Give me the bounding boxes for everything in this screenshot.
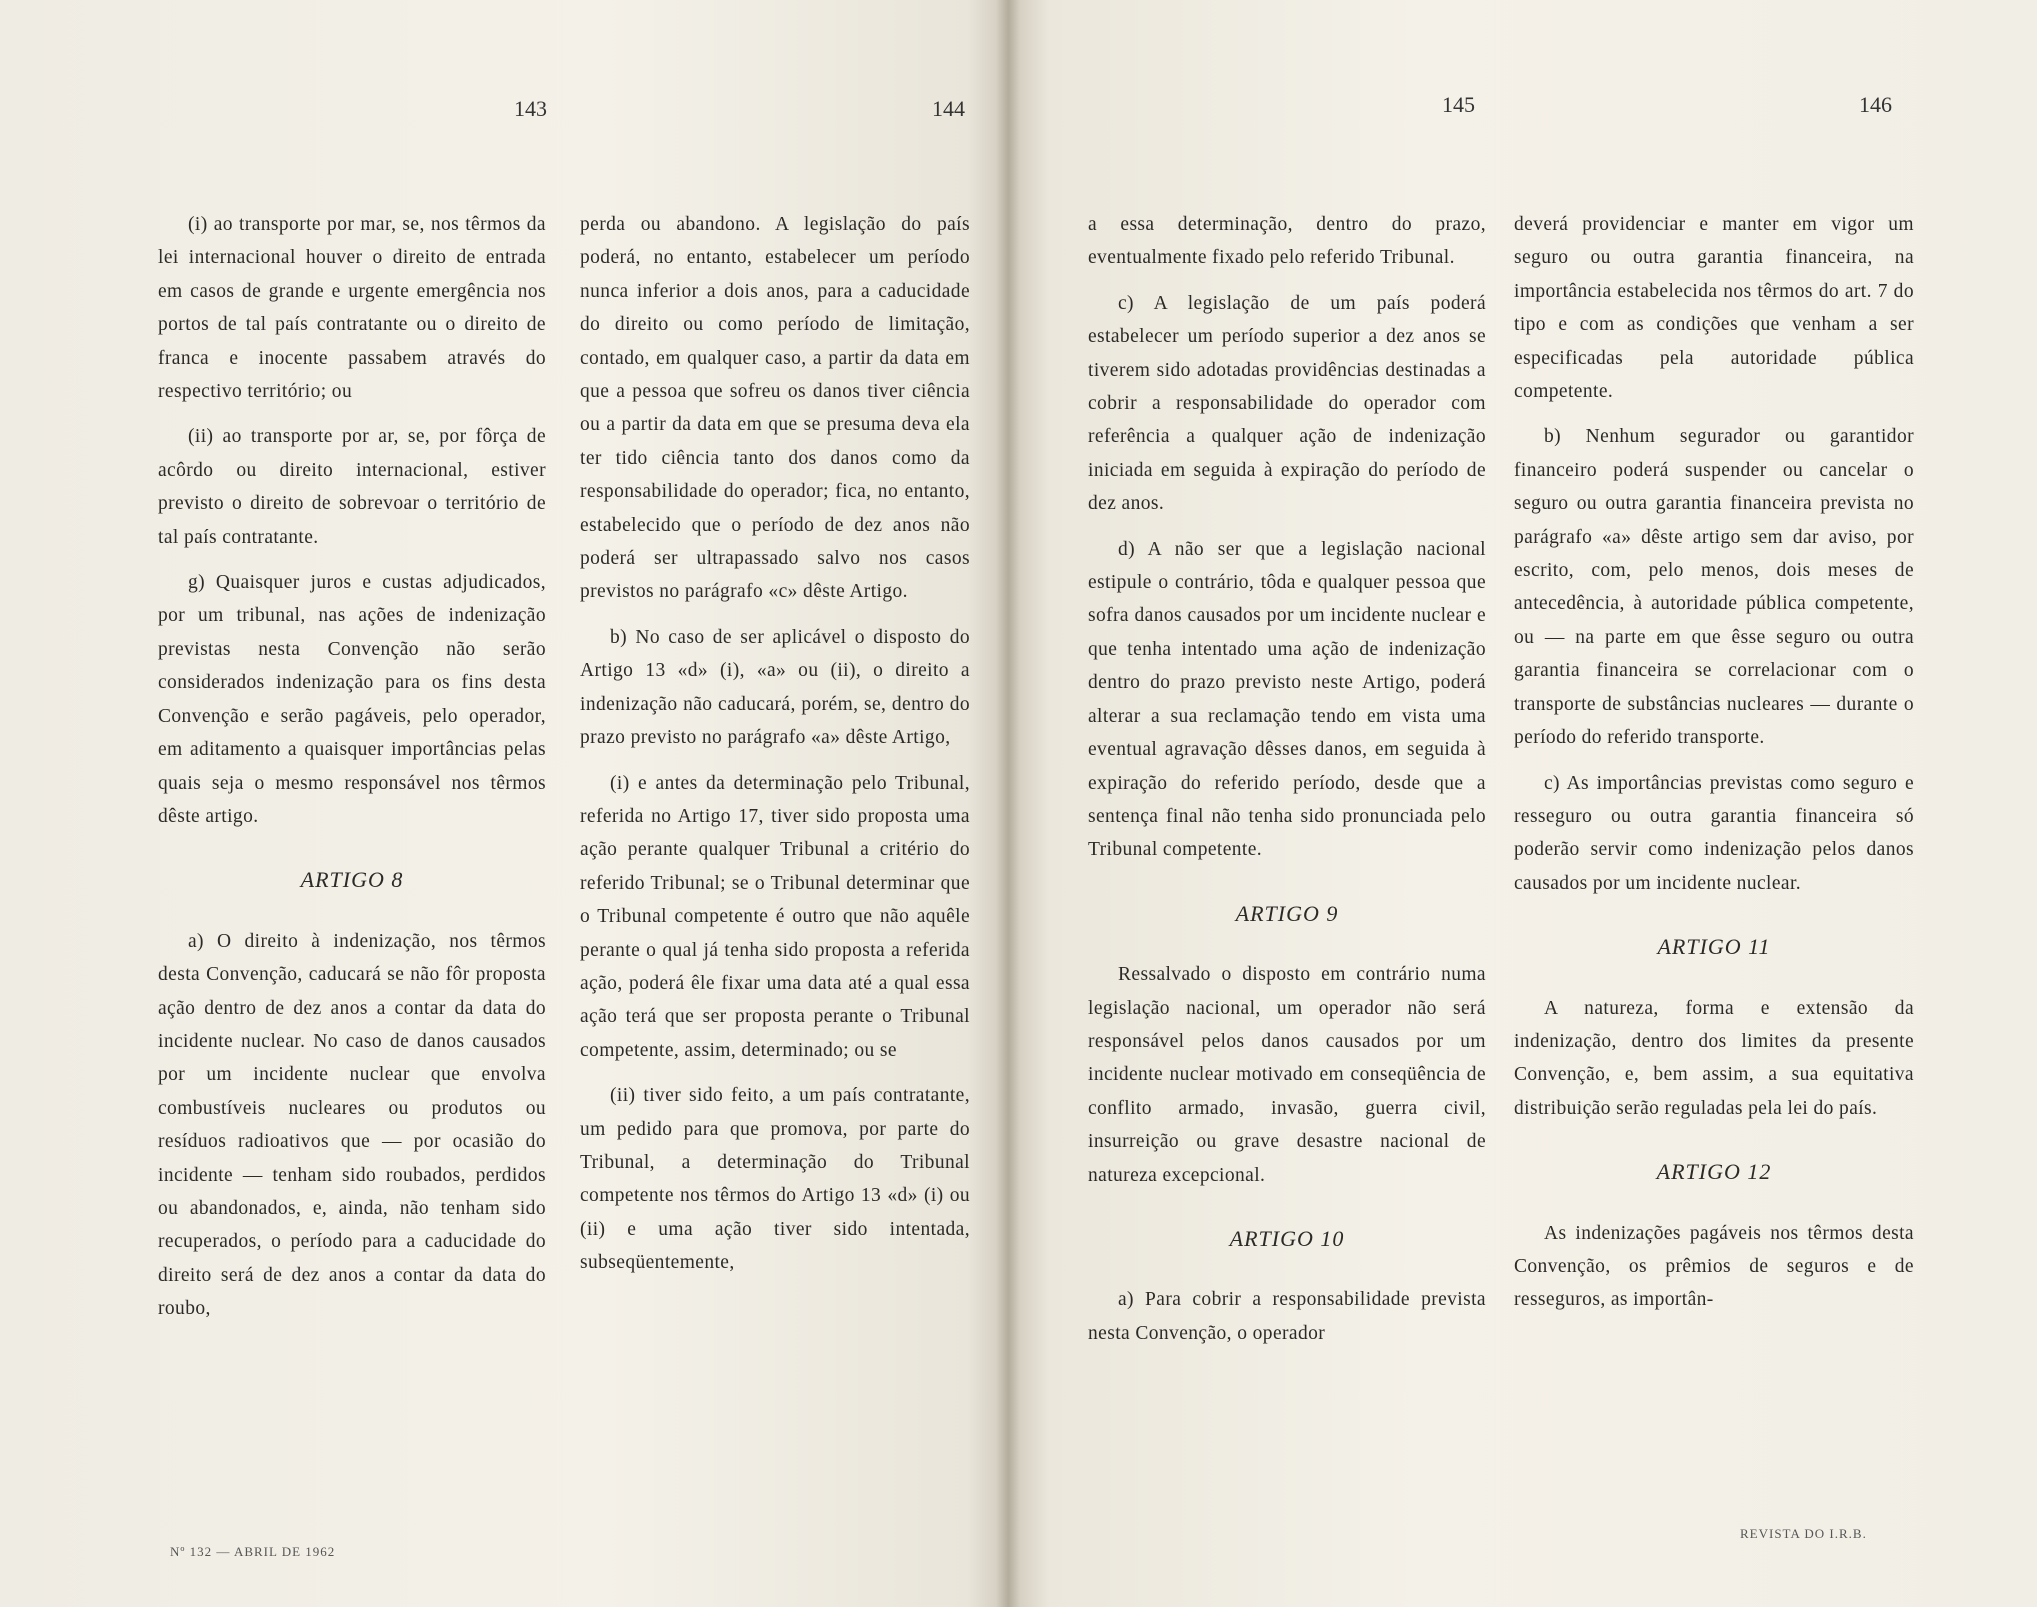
paragraph: a) O direito à indenização, nos têrmos desta Convenção, caducará se não fôr proposta ação dentro de dez anos a contar da data do incidente nuclear. No caso de danos causados por um incidente nuclear que envolva combustíveis nucleares ou produtos ou resíduos radioativos que — por ocasião do incidente — tenham sido roubados, perdidos ou abandonados, e, ainda, não tenham sido recuperados, o período para a caducidade do direito será de dez anos a contar da data do roubo, <box>158 930 546 1320</box>
page-number-146: 146 <box>1859 92 1892 117</box>
article-heading: ARTIGO 8 <box>300 867 404 893</box>
column-page-144 <box>580 208 970 1292</box>
column-page-143 <box>158 208 546 1338</box>
footer-journal: REVISTA DO I.R.B. <box>1740 1526 1867 1541</box>
article-heading: ARTIGO 10 <box>1229 1225 1345 1251</box>
paragraph: d) A não ser que a legislação nacional estipule o contrário, tôda e qualquer pessoa que sofra danos causados por um incidente nuclear e que tenha intentado uma ação de indenização dentro do prazo previsto neste Artigo, poderá alterar a sua reclamação tendo em vista uma eventual agravação dêsses danos, em seguida à expiração do referido período, desde que a sentença final não tenha sido pronunciada pelo Tribunal competente. <box>1088 538 1486 861</box>
paragraph: (i) ao transporte por mar, se, nos têrmos da lei internacional houver o direito de entrada em casos de grande e urgente emergência nos portos de tal país contratante ou o direito de franca e inocente passabem através do respectivo território; ou <box>158 214 546 403</box>
page-number-144: 144 <box>932 96 965 121</box>
paragraph: b) Nenhum segurador ou garantidor financeiro poderá suspender ou cancelar o seguro ou outra garantia financeira prevista no parágrafo «a» dêste artigo sem dar aviso, por escrito, com, pelo menos, dois meses de antecedência, à autoridade pública competente, ou — na parte em que êsse seguro ou outra garantia financeira se correlacionar com o transporte de substâncias nucleares — durante o período do referido transporte. <box>1514 426 1914 749</box>
article-heading: ARTIGO 11 <box>1657 934 1771 960</box>
paragraph: (i) e antes da determinação pelo Tribunal, referida no Artigo 17, tiver sido proposta uma ação perante qualquer Tribunal a critério do referido Tribunal; se o Tribunal determinar que o Tribunal competente é outro que não aquêle perante o qual já tenha sido proposta a referida ação, poderá êle fixar uma data até a qual essa ação terá que ser proposta perante o Tribunal competente, assim, determinado; ou se <box>580 772 970 1061</box>
footer-issue: Nº 132 — ABRIL DE 1962 <box>170 1544 336 1559</box>
paragraph: c) A legislação de um país poderá estabelecer um período superior a dez anos se tiverem sido adotadas providências destinadas a cobrir a responsabilidade do operador com referência a qualquer ação de indenização iniciada em seguida à expiração do período de dez anos. <box>1088 292 1486 515</box>
page-number-145: 145 <box>1442 92 1475 117</box>
paragraph: g) Quaisquer juros e custas adjudicados, por um tribunal, nas ações de indenização previstas nesta Convenção não serão considerados indenização para os fins desta Convenção e serão pagáveis, pelo operador, em aditamento a quaisquer importâncias pelas quais seja o mesmo responsável nos têrmos dêste artigo. <box>158 572 546 827</box>
column-page-145 <box>1088 208 1486 1362</box>
book-gutter <box>996 0 1020 1607</box>
paragraph: a essa determinação, dentro do prazo, eventualmente fixado pelo referido Tribunal. <box>1088 214 1486 269</box>
paragraph: c) As importâncias previstas como seguro e resseguro ou outra garantia financeira só poderão servir como indenização pelos danos causados por um incidente nuclear. <box>1514 772 1914 894</box>
paragraph: (ii) tiver sido feito, a um país contratante, um pedido para que promova, por parte do Tribunal, a determinação do Tribunal competente nos têrmos do Artigo 13 «d» (i) ou (ii) e uma ação tiver sido intentada, subseqüentemente, <box>580 1085 970 1274</box>
article-heading: ARTIGO 12 <box>1656 1159 1772 1185</box>
paragraph: Ressalvado o disposto em contrário numa legislação nacional, um operador não será responsável pelos danos causados por um incidente nuclear motivado em conseqüência de conflito armado, invasão, guerra civil, insurreição ou grave desastre nacional de natureza excepcional. <box>1088 964 1486 1186</box>
paragraph: perda ou abandono. A legislação do país poderá, no entanto, estabelecer um período nunca inferior a dois anos, para a caducidade do direito ou como período de limitação, contado, em qualquer caso, a partir da data em que a pessoa que sofreu os danos tiver ciência ou a partir da data em que se presuma deva ela ter tido ciência tanto dos danos como da responsabilidade do operador; fica, no entanto, estabelecido que o período de dez anos não poderá ser ultrapassado salvo nos casos previstos no parágrafo «c» dêste Artigo. <box>580 214 970 603</box>
paragraph: As indenizações pagáveis nos têrmos desta Convenção, os prêmios de seguros e de resseguros, as importân- <box>1514 1222 1914 1311</box>
paragraph: (ii) ao transporte por ar, se, por fôrça de acôrdo ou direito internacional, estiver previsto o direito de sobrevoar o território de tal país contratante. <box>158 426 546 548</box>
article-heading: ARTIGO 9 <box>1235 900 1339 926</box>
page-number-143: 143 <box>514 96 547 121</box>
column-page-146 <box>1514 208 1914 1329</box>
paragraph: A natureza, forma e extensão da indenização, dentro dos limites da presente Convenção, e, bem assim, a sua equitativa distribuição serão reguladas pela lei do país. <box>1514 997 1914 1119</box>
paragraph: deverá providenciar e manter em vigor um seguro ou outra garantia financeira, na importância estabelecida nos têrmos do art. 7 do tipo e com as condições que venham a ser especificadas pela autoridade pública competente. <box>1514 214 1914 403</box>
paragraph: b) No caso de ser aplicável o disposto do Artigo 13 «d» (i), «a» ou (ii), o direito a indenização não caducará, porém, se, dentro do prazo previsto no parágrafo «a» dêste Artigo, <box>580 626 970 749</box>
paragraph: a) Para cobrir a responsabilidade prevista nesta Convenção, o operador <box>1088 1289 1486 1344</box>
